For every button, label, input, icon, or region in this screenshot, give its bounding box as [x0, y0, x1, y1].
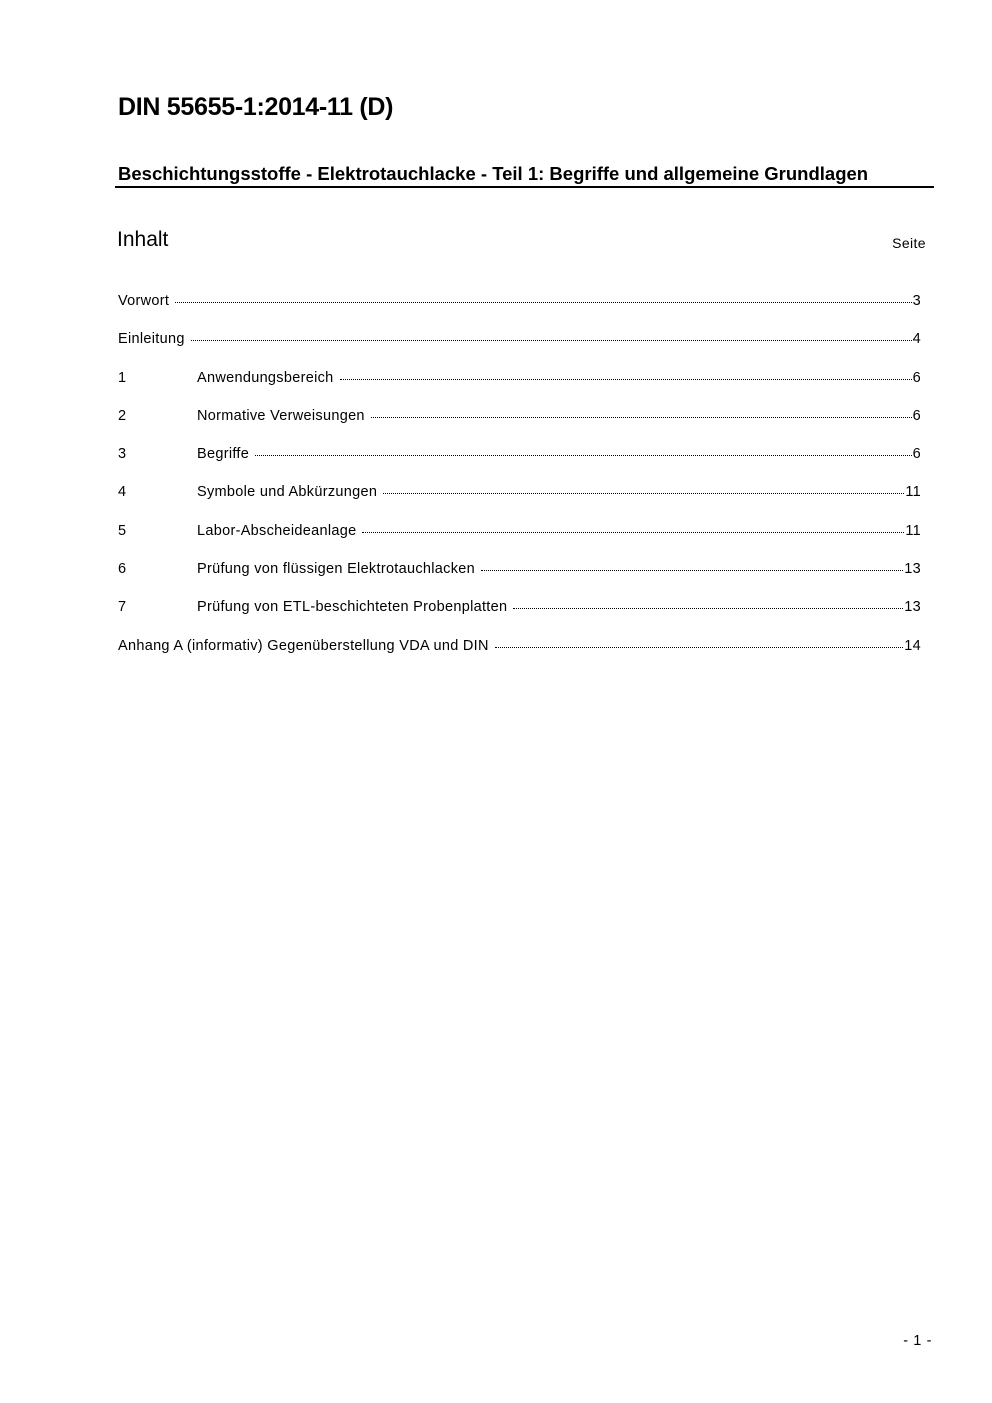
document-title: Beschichtungsstoffe - Elektrotauchlacke - Teil 1: Begriffe und allgemeine Grundlagen — [118, 163, 869, 184]
toc-dot-leader — [371, 405, 912, 418]
toc-page-column-label: Seite — [892, 235, 926, 251]
toc-entry-einleitung[interactable] — [118, 330, 921, 368]
toc-entry-label: Begriffe — [197, 446, 250, 463]
toc-entry-3[interactable] — [118, 445, 921, 483]
toc-entry-page: 11 — [905, 522, 921, 539]
toc-entry-page: 11 — [905, 484, 921, 501]
toc-entry-number: 2 — [118, 407, 127, 424]
toc-entry-label: Labor-Abscheideanlage — [197, 522, 357, 539]
toc-dot-leader — [362, 520, 904, 533]
toc-dot-leader — [481, 558, 903, 571]
toc-entry-label: Vorwort — [118, 293, 170, 309]
toc-dot-leader — [383, 481, 904, 494]
toc-entry-number: 7 — [118, 599, 127, 616]
toc-heading: Inhalt — [117, 228, 169, 251]
toc-entry-label: Anhang A (informativ) Gegenüberstellung VDA und DIN — [118, 637, 489, 654]
toc-dot-leader — [495, 635, 904, 648]
toc-dot-leader — [191, 328, 912, 341]
toc-entry-anhang-a[interactable] — [118, 637, 921, 675]
toc-entry-7[interactable] — [118, 598, 921, 636]
toc-entry-page: 13 — [904, 599, 921, 616]
toc-dot-leader — [340, 367, 912, 380]
toc-dot-leader — [175, 290, 911, 303]
toc-entry-label: Normative Verweisungen — [197, 407, 365, 424]
toc-entry-page: 14 — [904, 637, 921, 654]
toc-entry-vorwort[interactable] — [118, 292, 921, 330]
toc-entry-6[interactable] — [118, 560, 921, 598]
toc-entry-number: 6 — [118, 561, 127, 578]
document-id: DIN 55655-1:2014-11 (D) — [118, 93, 394, 121]
toc-entry-label: Prüfung von flüssigen Elektrotauchlacken — [197, 561, 475, 578]
page-number: - 1 - — [903, 1333, 932, 1349]
toc-entry-1[interactable] — [118, 369, 921, 407]
title-underline-rule — [115, 186, 934, 188]
toc-entry-number: 3 — [118, 446, 127, 463]
toc-entry-label: Prüfung von ETL-beschichteten Probenplatten — [197, 599, 508, 616]
toc-entry-number: 5 — [118, 522, 127, 539]
toc-entry-page: 4 — [912, 331, 921, 348]
toc-entry-page: 13 — [904, 561, 921, 578]
toc-entry-label: Symbole und Abkürzungen — [197, 484, 378, 501]
toc-entry-label: Einleitung — [118, 331, 185, 348]
toc-entry-5[interactable] — [118, 522, 921, 560]
toc-dot-leader — [513, 596, 903, 609]
toc-entry-page: 6 — [912, 369, 921, 386]
toc-entry-number: 1 — [118, 369, 127, 386]
toc-entry-label: Anwendungsbereich — [197, 369, 334, 386]
toc-entry-2[interactable] — [118, 407, 921, 445]
toc-entry-number: 4 — [118, 484, 127, 501]
toc-entry-page: 3 — [912, 293, 921, 309]
toc-dot-leader — [255, 443, 912, 456]
toc-entry-4[interactable] — [118, 483, 921, 521]
toc-entry-page: 6 — [912, 446, 921, 463]
table-of-contents — [118, 292, 921, 675]
toc-entry-page: 6 — [912, 407, 921, 424]
